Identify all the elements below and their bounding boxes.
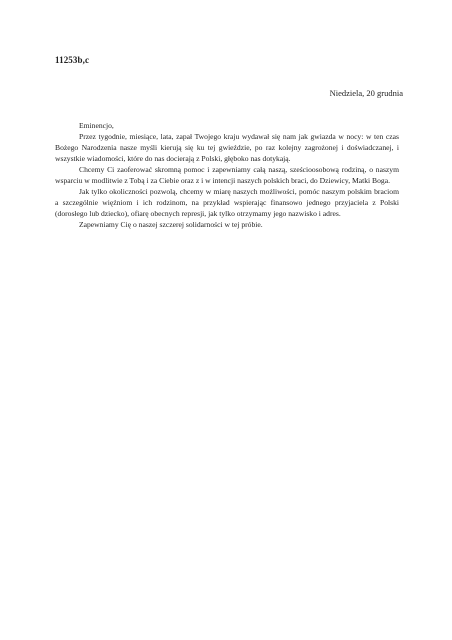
paragraph-4: Zapewniamy Cię o naszej szczerej solidarności w tej próbie. [79, 220, 263, 229]
paragraph-2: Chcemy Ci zaoferować skromną pomoc i zapewniamy całą naszą, sześcioosobową rodziną, o naszym wsparciu w modlitwie z Tobą i za Ciebie oraz z i w intencji naszych polskich braci, do Dziewicy, Matki Boga. [55, 165, 399, 185]
paragraph-3: Jak tylko okoliczności pozwolą, chcemy w miarę naszych możliwości, pomóc naszym polskim braciom a szczególnie więźniom i ich rodzinom, na przykład wspierając finansowo jednego przyjaciela z Polski (dorosłego lub dziecko), ofiarę obecnych represji, jak tylko otrzymamy jego nazwisko i adres. [55, 187, 399, 218]
letter-body [55, 120, 399, 230]
letter-date: Niedziela, 20 grudnia [329, 88, 403, 98]
paragraph-1: Przez tygodnie, miesiące, lata, zapał Twojego kraju wydawał się nam jak gwiazda w nocy: w ten czas Bożego Narodzenia nasze myśli kierują się ku tej gwieździe, po raz kolejny zagrożonej i doświadczanej, i wszystkie wiadomości, które do nas docierają z Polski, głęboko nas dotykają. [55, 132, 399, 163]
document-reference: 11253b,c [55, 55, 90, 65]
salutation: Eminencjo, [79, 121, 114, 130]
